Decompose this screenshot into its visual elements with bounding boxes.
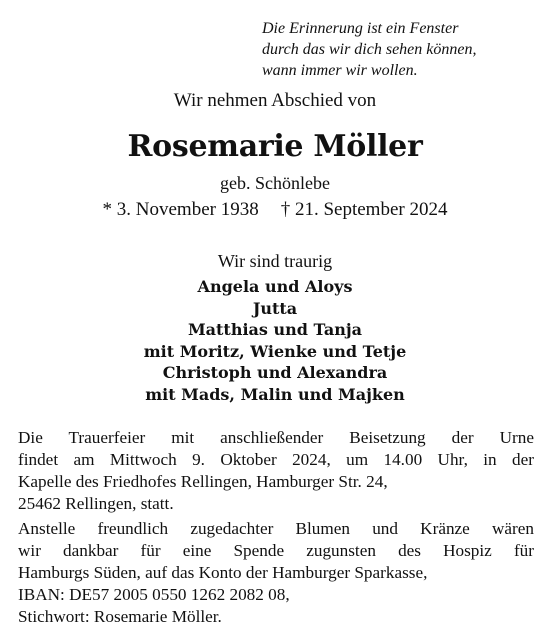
deceased-name: Rosemarie Möller [127,129,423,164]
farewell-intro: Wir nehmen Abschied von [173,90,377,111]
donation-line: IBAN: DE57 2005 0550 1262 2082 08, [18,585,290,604]
donation-line: Stichwort: Rosemarie Möller. [18,607,222,626]
memorial-quote [262,18,542,81]
family-member: mit Moritz, Wienke und Tetje [143,341,407,361]
donation-line: Hamburgs Süden, auf das Konto der Hamburger Sparkasse, [18,563,428,582]
birth-date: * 3. November 1938 [102,199,259,220]
funeral-line: findet am Mittwoch 9. Oktober 2024, um 14.00 Uhr, in der [18,450,534,469]
donation-line: Anstelle freundlich zugedachter Blumen und Kränze wären [18,519,534,538]
quote-line: durch das wir dich sehen können, [262,41,477,58]
life-dates [0,198,550,222]
family-members [0,276,550,405]
donation-line: wir dankbar für eine Spende zugunsten des Hospiz für [18,541,534,560]
funeral-line: Kapelle des Friedhofes Rellingen, Hamburger Str. 24, [18,472,388,491]
death-date: † 21. September 2024 [280,199,448,220]
quote-line: Die Erinnerung ist ein Fenster [262,20,459,37]
mourning-line: Wir sind traurig [217,251,333,271]
family-member: Matthias und Tanja [187,320,363,339]
maiden-name: geb. Schönlebe [220,173,330,193]
funeral-details [18,427,534,515]
funeral-line: Die Trauerfeier mit anschließender Beisetzung der Urne [18,428,534,447]
donation-details [18,518,534,628]
family-member: Christoph und Alexandra [162,363,388,382]
family-member: Jutta [252,298,298,318]
funeral-line: 25462 Rellingen, statt. [18,494,174,513]
quote-line: wann immer wir wollen. [262,62,418,79]
family-member: mit Mads, Malin und Majken [145,384,405,404]
family-member: Angela und Aloys [197,277,353,296]
